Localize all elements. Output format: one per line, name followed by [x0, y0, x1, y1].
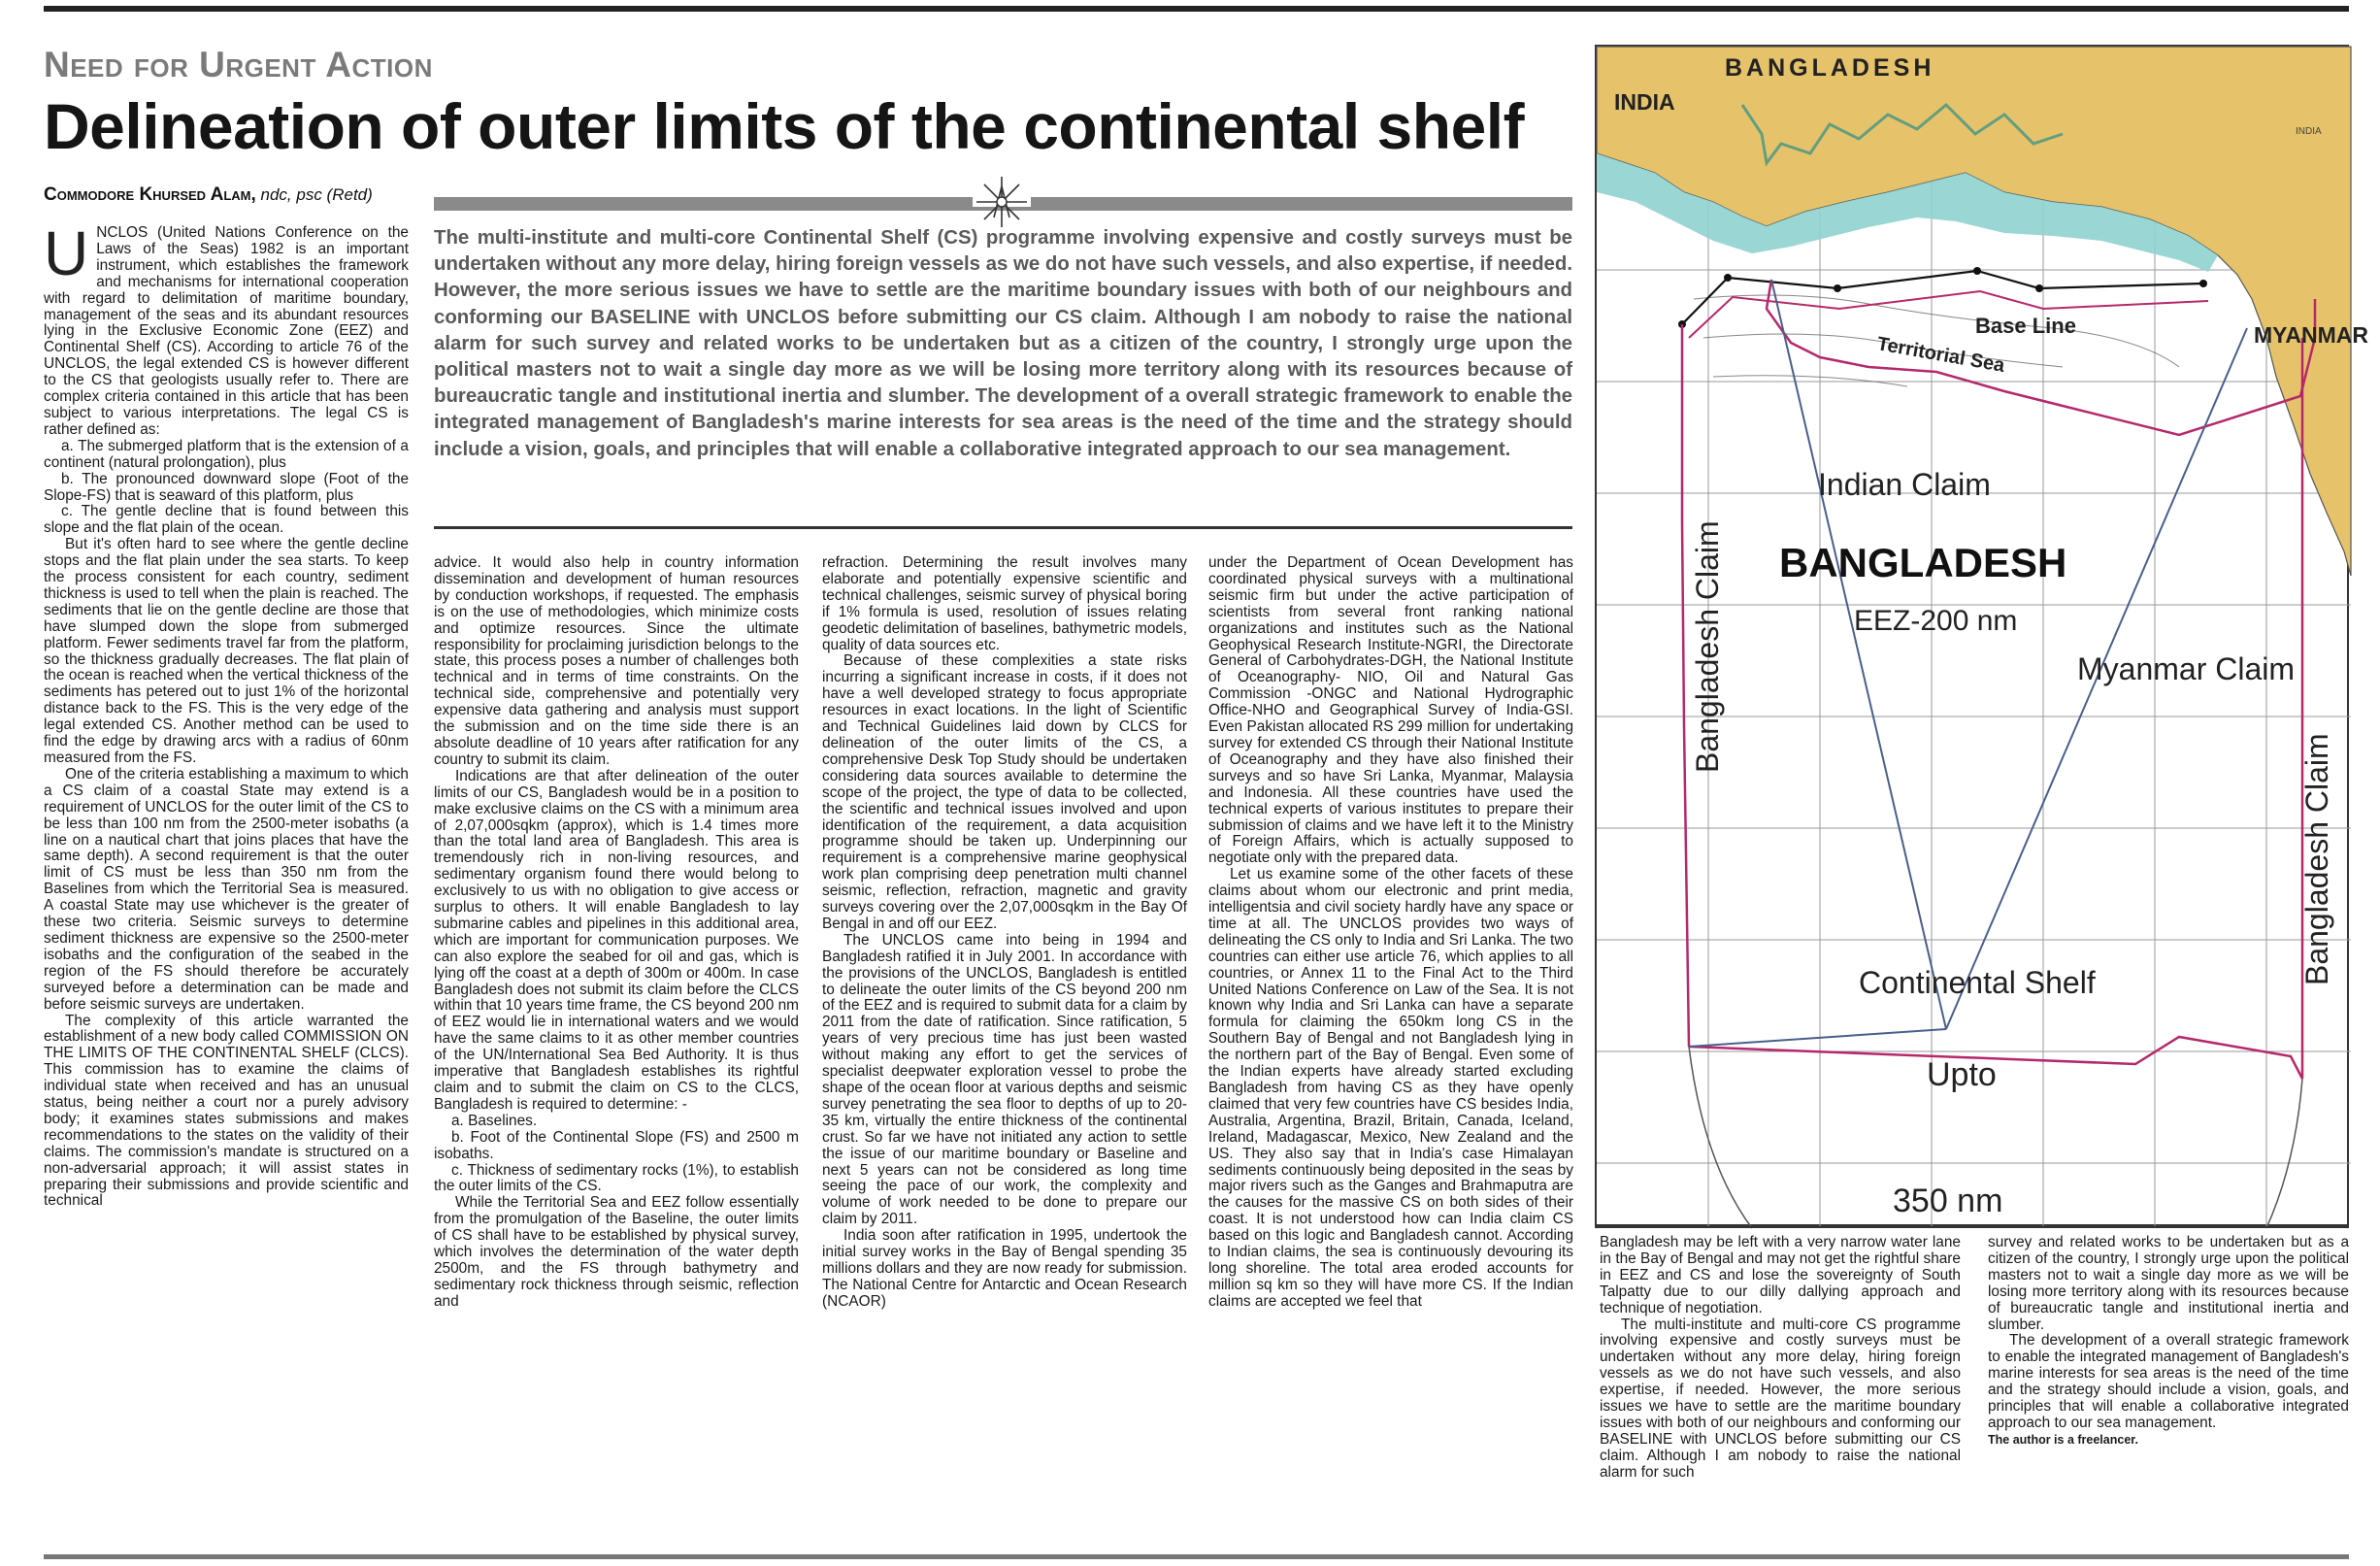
list-item: a. Baselines. — [451, 1112, 538, 1129]
article-column-3 — [822, 555, 1187, 1311]
paragraph: The multi-institute and multi-core CS programme involving expensive and costly surveys must be undertaken without any more delay, hiring foreign vessels as we do not have such vessels, and also expertise, if needed. However, the more serious issues we have to settle are the maritime boundary issues with both of our neighbours and conforming our BASELINE with UNCLOS before submitting our CS claim. Although I am nobody to raise the national alarm for such — [1600, 1316, 1961, 1481]
paragraph: India soon after ratification in 1995, undertook the initial survey works in the Bay of Bengal spending 35 millions dollars and they are now ready for submission. The National Centre for Antarctic and Ocean Research (NCAOR) — [822, 1227, 1187, 1310]
author-credentials: ndc, psc (Retd) — [255, 185, 373, 204]
paragraph: survey and related works to be undertaken but as a citizen of the country, I strongly urge upon the political masters not to wait a single day more as we will be losing more territory along with its resources because of bureaucratic tangle and institutional inertia and slumber. — [1988, 1234, 2349, 1333]
map-label-bangladesh-claim-right: Bangladesh Claim — [2299, 733, 2334, 985]
paragraph: Because of these complexities a state risks incurring a significant increase in costs, if it does not have a well developed strategy to focus appropriate resources in exact locations. In the light of Scientific and Technical Guidelines laid down by CLCS for delineation of the outer limits of the CS, a comprehensive Desk Top Study should be undertaken considering data sources available to determine the scope of the project, the type of data to be collected, the scientific and technical issues involved and upon identification of the requirement, a data acquisition programme should be taken up. Underpinning our requirement is a comprehensive marine geophysical work plan comprising deep penetration multi channel seismic, reflection, refraction, magnetic and gravity surveys covering over the 2,07,000sqkm in the Bay Of Bengal in and off our EEZ. — [822, 652, 1187, 932]
map-label-upto: Upto — [1927, 1056, 1997, 1093]
top-rule — [44, 6, 2349, 12]
starburst-icon — [973, 173, 1031, 231]
map-label-base-line: Base Line — [1975, 314, 2076, 338]
article-column-2 — [434, 555, 799, 1311]
article-lead: The multi-institute and multi-core Continental Shelf (CS) programme involving expensive and costly surveys must be undertaken without any more delay, hiring foreign vessels as we do not have such vessels, and also expertise, if needed. However, the more serious issues we have to settle are the maritime boundary issues with both of our neighbours and conforming our BASELINE with UNCLOS before submitting our CS claim. Although I am nobody to raise the national alarm for such survey and related works to be undertaken but as a citizen of the country, I strongly urge upon the political masters not to wait a single day more as we will be losing more territory along with its resources because of bureaucratic tangle and institutional inertia and slumber. The development of a overall strategic framework to enable the integrated management of Bangladesh's marine interests for sea areas is the need of the time and the strategy should include a vision, goals, and principles that will enable a collaborative integrated approach to our sea management. — [434, 227, 1572, 460]
author-name: Commodore Khursed Alam, — [44, 184, 256, 205]
map-bottom-rule — [1595, 1226, 2349, 1228]
article-column-4 — [1208, 555, 1573, 1311]
paragraph: While the Territorial Sea and EEZ follow essentially from the promulgation of the Baseline, the outer limits of CS shall have to be established by physical survey, which involves the determination of the water depth 2500m, and the FS through bathymetry and sedimentary rock thickness through seismic, reflection and — [434, 1194, 799, 1310]
paragraph: advice. It would also help in country information dissemination and development of human resources by conduction workshops, if requested. The emphasis is on the use of methodologies, which minimize costs and optimize resources. Since the ultimate responsibility for proclaiming jurisdiction belongs to the state, this process poses a number of challenges both technical and in terms of time constraints. On the technical side, comprehensive and potentially very expensive data gathering and analysis must support the submission and on the time side there is an absolute deadline of 10 years after ratification for any country to submit its claim. — [434, 554, 799, 768]
paragraph: The complexity of this article warranted the establishment of a new body called COMMISSION ON THE LIMITS OF THE CONTINENTAL SHELF (CLCS). This commission has to examine the claims of individual state when received and has an unusual status, being neither a court nor a purely advisory body; it examines states submissions and makes recommendations to the states on the validity of their claims. The commission's mandate is structured on a non-adversarial approach; it will assist states in preparing their submissions and provide scientific and technical — [44, 1012, 409, 1210]
map-label-350nm: 350 nm — [1893, 1183, 2003, 1219]
map-label-myanmar: MYANMAR — [2254, 322, 2368, 348]
map-label-eez: EEZ-200 nm — [1854, 605, 2018, 637]
list-item: c. Thickness of sedimentary rocks (1%), to establish the outer limits of the CS. — [434, 1161, 799, 1195]
paragraph: under the Department of Ocean Development has coordinated physical surveys with a multinational seismic firm but under the active participation of scientists from several front ranking national organizations and institutes such as the National Geophysical Research Institute-NGRI, the Directorate General of Carbohydrates-DGH, the National Institute of Oceanography- NIO, Oil and Natural Gas Commission -ONGC and National Hydrographic Office-NHO and Geographical Survey of India-GSI. Even Pakistan allocated RS 299 million for undertaking survey for extended CS through their National Institute of Oceanography and they have also finished their surveys and so have Sri Lanka, Myanmar, Malaysia and Indonesia. All these countries have used the technical experts of various institutes to prepare their submission of claims and we have left it to the Ministry of Foreign Affairs, which is actually supposed to negotiate only with the prepared data. — [1208, 554, 1573, 867]
map-label-india: INDIA — [1614, 89, 1675, 115]
map-label-myanmar-claim: Myanmar Claim — [2077, 651, 2296, 686]
paragraph: refraction. Determining the result involves many elaborate and potentially expensive scientific and technical challenges, seismic survey of physical boring if 1% formula is used, resolution of issues relating geodetic delimitation of baselines, bathymetric models, quality of data sources etc. — [822, 554, 1187, 653]
article-headline: Delineation of outer limits of the continental shelf — [44, 90, 1525, 162]
paragraph: One of the criteria establishing a maximum to which a CS claim of a coastal State may extend is a requirement of UNCLOS for the outer limit of the CS to be less than 100 nm from the 2500-meter isobaths (a line on a nautical chart that joins places that have the same depth). A second requirement is that the outer limit of CS must be less than 350 nm from the Baselines from which the Territorial Sea is measured. A coastal State may use whichever is the greater of these two criteria. Seismic surveys to determine sediment thickness are expensive so the 2500-meter isobaths and the configuration of the seabed in the region of the FS should therefore be accurately surveyed before a determination can be made and before seismic surveys are undertaken. — [44, 765, 409, 1013]
map-label-indian-claim: Indian Claim — [1818, 467, 1991, 502]
list-item: c. The gentle decline that is found between this slope and the flat plain of the ocean. — [44, 503, 409, 537]
article-column-5 — [1600, 1235, 1961, 1482]
paragraph: The UNCLOS came into being in 1994 and Bangladesh ratified it in July 2001. In accordance with the provisions of the UNCLOS, Bangladesh is entitled to delineate the outer limits of the CS beyond 200 nm of the EEZ and is required to submit data for a claim by 2011 from the date of ratification. Since ratification, 5 years of very precious time has just been wasted without making any effort to get the services of specialist deepwater exploration vessel to probe the shape of the ocean floor at various depths and seismic survey penetrating the sea floor to depths of up to 20- 35 km, virtually the entire thickness of the continental crust. So far we have not initiated any action to settle the issue of our maritime boundary or Baseline and next 5 years can not be considered as long time seeing the pace of our work, the complexity and volume of work needed to be done to prepare our claim by 2011. — [822, 931, 1187, 1228]
article-column-6 — [1988, 1235, 2349, 1449]
paragraph: Let us examine some of the other facets of these claims about whom our electronic and print media, intelligentsia and civil society hardly have any space or time at all. The UNCLOS provides two ways of delineating the CS only to India and Sri Lanka. The two countries can either use article 76, which applies to all countries, or Annex 11 to the Final Act to the Third United Nations Conference on Law of the Sea. It is not known why India and Sri Lanka can have a separate formula for claiming the 650km long CS in the Southern Bay of Bengal and not Bangladesh lying in the northern part of the Bay of Bengal. Even some of the Indian experts have already started excluding Bangladesh from having CS as they have openly claimed that very few countries have CS besides India, Australia, Argentina, Brazil, Britain, Canada, Iceland, Ireland, Madagascar, Mexico, New Zealand and the US. They also say that in India's case Himalayan sediments continuously being deposited in the seas by major rivers such as the Ganges and Brahmaputra are the causes for the massive CS on both sides of their coast. It is not understood how can India claim CS based on this logic and Bangladesh cannot. According to Indian claims, the sea is continuously devouring its long shoreline. The total area eroded accounts for million sq km so they will have more CS. If the Indian claims are accepted we feel that — [1208, 866, 1573, 1310]
author-note: The author is a freelancer. — [1988, 1432, 2138, 1447]
map-label-continental-shelf: Continental Shelf — [1859, 965, 2096, 1000]
map-label-bangladesh-claim-left: Bangladesh Claim — [1690, 520, 1725, 773]
map-label-india-small: INDIA — [2296, 126, 2322, 137]
bottom-rule — [44, 1554, 2349, 1559]
map-label-territorial-sea: Territorial Sea — [1875, 333, 2006, 378]
maritime-boundary-map — [1595, 45, 2368, 1226]
paragraph: Indications are that after delineation of the outer limits of our CS, Bangladesh would be in a position to make exclusive claims on the CS with a minimum area of 2,07,000sqkm (approx), which is 1.4 times more than the total land area of Bangladesh. This area is tremendously rich in non-living resources, and sedimentary organism found there would belong to exclusively to us with no obligation to give access or surplus to others. It will enable Bangladesh to lay submarine cables and pipelines in this additional area, which are important for communication purposes. We can also explore the seabed for oil and gas, which is lying off the coast at a depth of 300m or 400m. In case Bangladesh does not submit its claim before the CLCS within that 10 years time frame, the CS beyond 200 nm of EEZ would lie in international waters and we would have the same claims to it as other member countries of the UN/International Sea Bed Authority. It is thus imperative that Bangladesh establishes its rightful claim and to submit the claim on CS to the CLCS, Bangladesh is required to determine: - — [434, 767, 799, 1113]
territorial-sea-line — [1689, 291, 2208, 338]
drop-cap: U — [44, 218, 89, 288]
lead-bottom-rule — [434, 526, 1572, 529]
map-graphic — [1597, 47, 2368, 1228]
map-label-bangladesh-top: BANGLADESH — [1725, 54, 1935, 82]
paragraph: Bangladesh may be left with a very narrow water lane in the Bay of Bengal and may not get the rightful share in EEZ and CS and lose the sovereignty of South Talpatty due to our dilly dallying approach and technique of negotiation. — [1600, 1234, 1961, 1316]
article-kicker: Need for Urgent Action — [44, 45, 433, 84]
article-column-1 — [44, 218, 409, 1210]
list-item: a. The submerged platform that is the extension of a continent (natural prolongation), plus — [44, 437, 409, 471]
paragraph: The development of a overall strategic framework to enable the integrated management of Bangladesh's marine interests for sea areas is the need of the time and the strategy should include a vision, goals, and principles that will enable a collaborative integrated approach to our sea management. — [1988, 1332, 2349, 1431]
map-label-bangladesh-big: BANGLADESH — [1779, 540, 2067, 585]
list-item: b. The pronounced downward slope (Foot of the Slope-FS) that is seaward of this platform, plus — [44, 470, 409, 504]
list-item: b. Foot of the Continental Slope (FS) and 2500 m isobaths. — [434, 1128, 799, 1162]
byline — [44, 184, 373, 206]
paragraph: UNCLOS (United Nations Conference on the Laws of the Seas) 1982 is an important instrument, which establishes the framework and mechanisms for international cooperation with regard to delimitation of maritime boundary, management of the seas and its abundant resources lying in the Exclusive Economic Zone (EEZ) and Continental Shelf (CS). According to article 76 of the UNCLOS, the legal extended CS is however different to the CS that geologists usually refer to. There are complex criteria contained in this article that has been subject to various interpretations. The legal CS is rather defined as: — [44, 218, 409, 438]
paragraph: But it's often hard to see where the gentle decline stops and the flat plain under the sea starts. To keep the process consistent for each country, sediment thickness is used to tell when the plain is reached. The sediments that lie on the gentle decline are those that have slumped down the slope from submerged platform. Fewer sediments travel far from the platform, so the thickness gradually decreases. The flat plain of the ocean is reached when the vertical thickness of the sediments has petered out to just 1% of the horizontal distance back to the FS. This is the very edge of the legal extended CS. Another method can be used to find the edge by drawing arcs with a radius of 60nm measured from the FS. — [44, 536, 409, 766]
